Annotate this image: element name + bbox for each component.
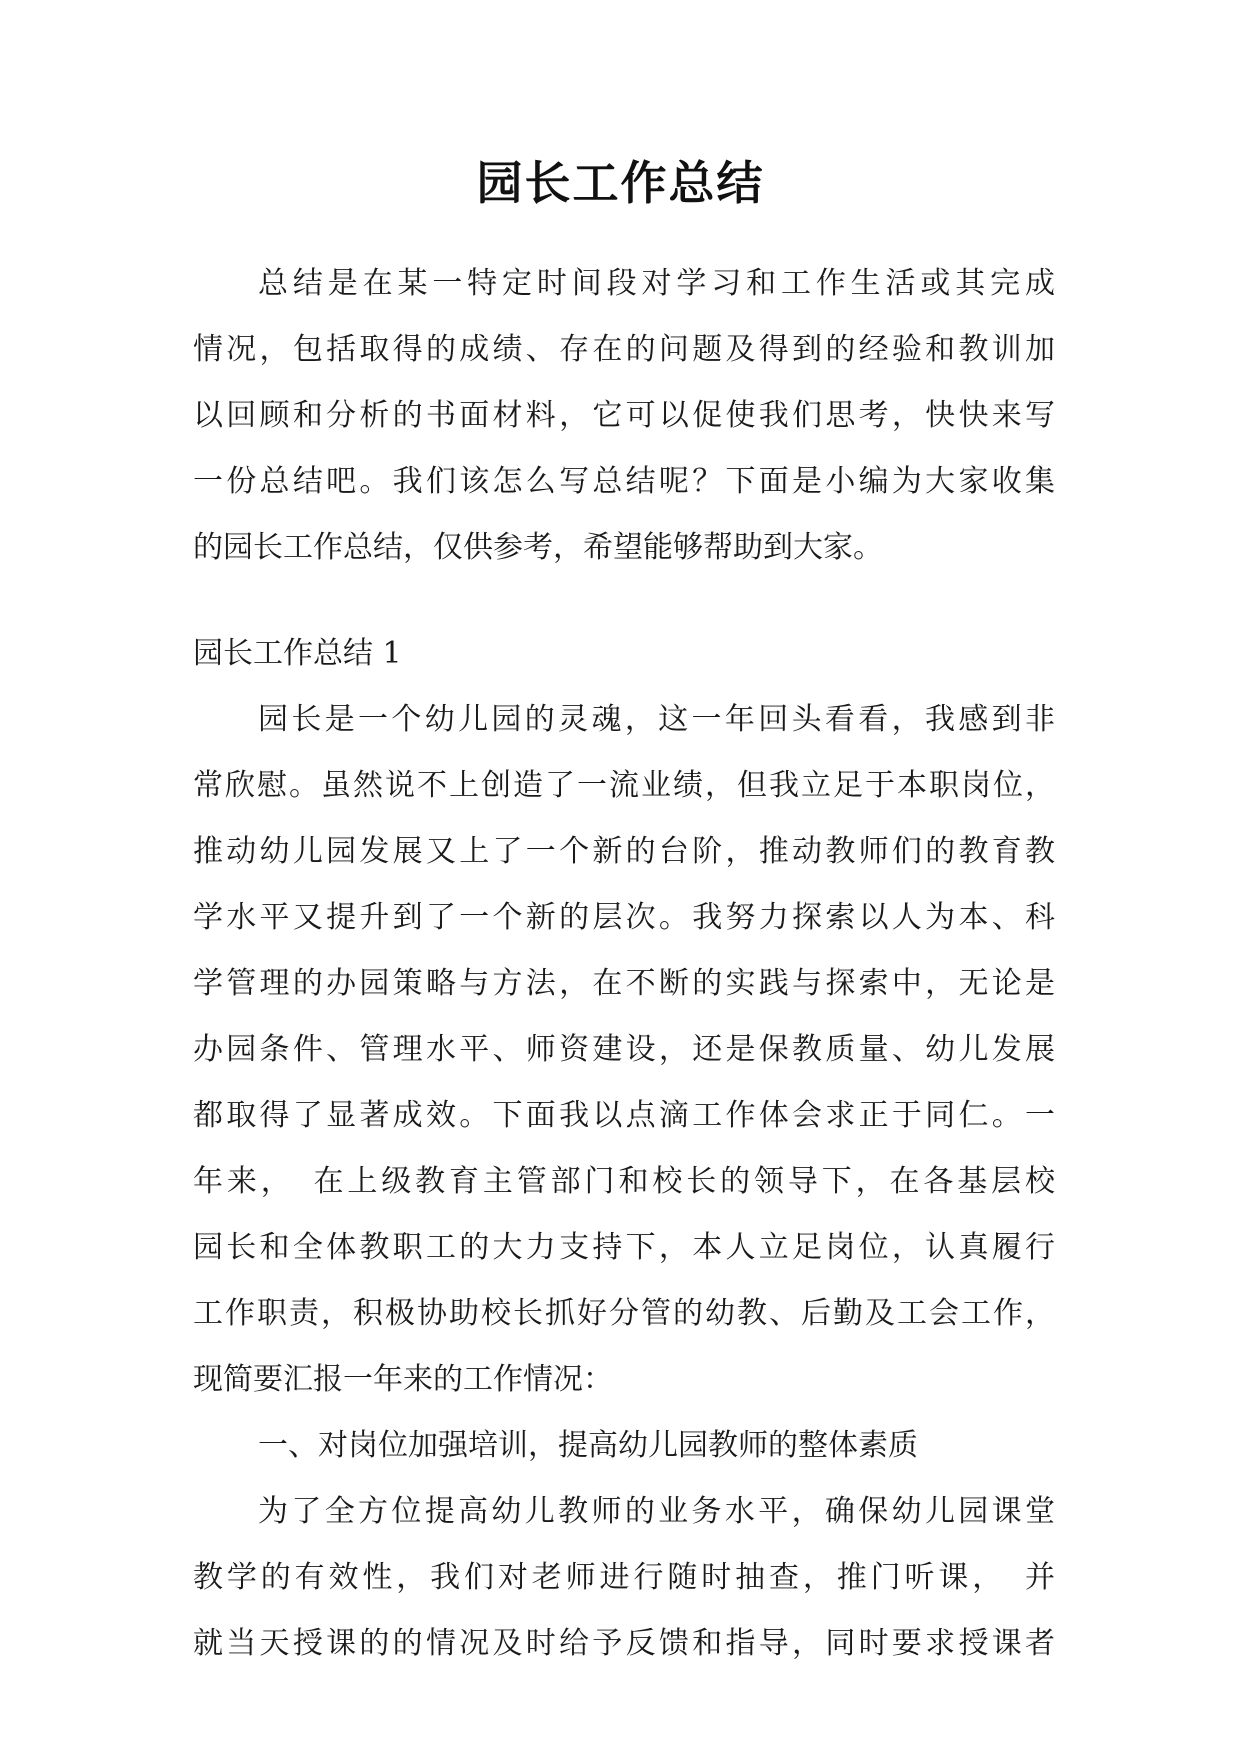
paragraph-line: 的园长工作总结，仅供参考，希望能够帮助到大家。 <box>193 530 883 565</box>
paragraph-line: 总结是在某一特定时间段对学习和工作生活或其完成 <box>258 266 1055 301</box>
paragraph-line: 情况，包括取得的成绩、存在的问题及得到的经验和教训加 <box>193 332 1055 367</box>
paragraph-line: 以回顾和分析的书面材料，它可以促使我们思考，快快来写 <box>193 398 1055 433</box>
paragraph-line: 园长和全体教职工的大力支持下，本人立足岗位，认真履行 <box>193 1230 1055 1265</box>
paragraph-line: 常欣慰。虽然说不上创造了一流业绩，但我立足于本职岗位， <box>193 768 1055 803</box>
subsection-heading: 一、对岗位加强培训，提高幼儿园教师的整体素质 <box>258 1428 918 1463</box>
paragraph-line: 为了全方位提高幼儿教师的业务水平，确保幼儿园课堂 <box>258 1494 1055 1529</box>
paragraph-line: 学水平又提升到了一个新的层次。我努力探索以人为本、科 <box>193 900 1055 935</box>
paragraph-line: 年来， 在上级教育主管部门和校长的领导下，在各基层校 <box>193 1164 1055 1199</box>
paragraph-line: 都取得了显著成效。下面我以点滴工作体会求正于同仁。一 <box>193 1098 1055 1133</box>
paragraph-line: 现简要汇报一年来的工作情况： <box>193 1362 613 1397</box>
paragraph-line: 教学的有效性，我们对老师进行随时抽查，推门听课， 并 <box>193 1560 1055 1595</box>
paragraph-line: 推动幼儿园发展又上了一个新的台阶，推动教师们的教育教 <box>193 834 1055 869</box>
paragraph-line: 园长是一个幼儿园的灵魂，这一年回头看看，我感到非 <box>258 702 1055 737</box>
paragraph-line: 办园条件、管理水平、师资建设，还是保教质量、幼儿发展 <box>193 1032 1055 1067</box>
paragraph-line: 就当天授课的的情况及时给予反馈和指导，同时要求授课者 <box>193 1626 1055 1661</box>
paragraph-line: 学管理的办园策略与方法，在不断的实践与探索中，无论是 <box>193 966 1055 1001</box>
paragraph-line: 工作职责，积极协助校长抓好分管的幼教、后勤及工会工作， <box>193 1296 1055 1331</box>
section-heading: 园长工作总结 1 <box>193 636 402 671</box>
page-title: 园长工作总结 <box>476 156 765 210</box>
paragraph-line: 一份总结吧。我们该怎么写总结呢？下面是小编为大家收集 <box>193 464 1055 499</box>
